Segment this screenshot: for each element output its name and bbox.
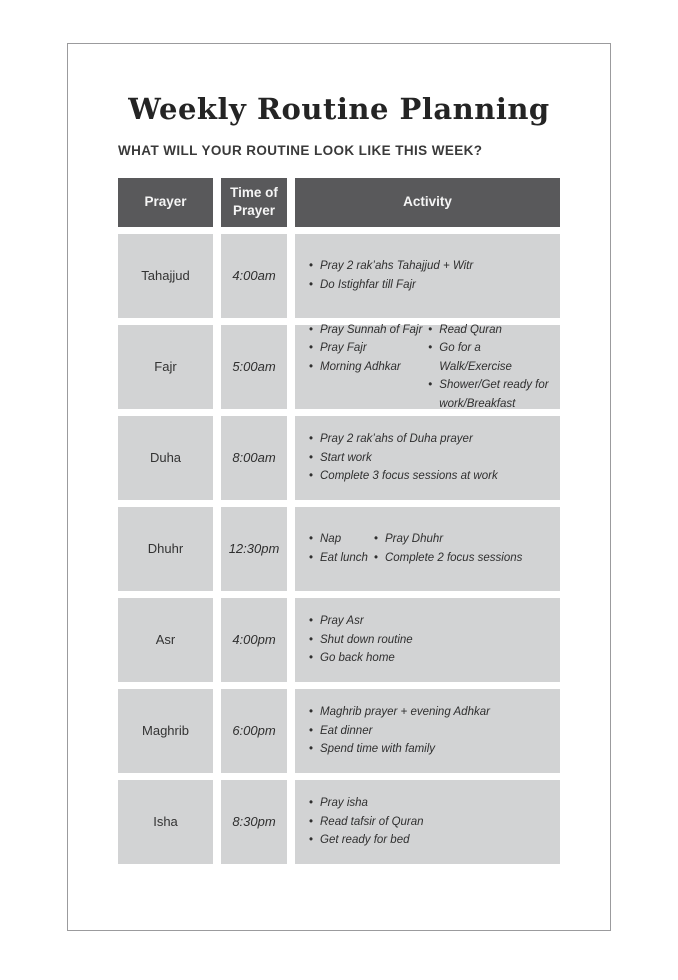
bullet-icon: • [309, 815, 314, 828]
activity-item [428, 376, 556, 413]
prayer-time-cell: 4:00pm [221, 598, 287, 682]
activity-cell [295, 689, 560, 773]
activity-item [309, 813, 424, 832]
activity-item [374, 530, 522, 549]
bullet-icon: • [428, 379, 433, 392]
activity-text: Go back home [320, 652, 395, 665]
activity-item [309, 722, 490, 741]
column-header-time-of-prayer: Time of Prayer [221, 178, 287, 227]
bullet-icon: • [309, 260, 314, 273]
activity-item [428, 339, 556, 376]
page-title: Weekly Routine Planning [128, 92, 550, 126]
activity-list [309, 430, 498, 486]
prayer-name-cell: Dhuhr [118, 507, 213, 591]
activity-item [309, 321, 422, 340]
prayer-name-cell: Fajr [118, 325, 213, 409]
bullet-icon: • [309, 724, 314, 737]
activity-cell [295, 234, 560, 318]
activity-item [309, 430, 498, 449]
activity-item [309, 612, 413, 631]
activity-text: Shower/Get ready for work/Breakfast [439, 379, 549, 410]
activity-text: Pray 2 rak’ahs Tahajjud + Witr [320, 260, 474, 273]
prayer-name-cell: Maghrib [118, 689, 213, 773]
activity-list [428, 321, 556, 414]
activity-columns [309, 612, 556, 668]
activity-item [309, 358, 422, 377]
activity-text: Maghrib prayer + evening Adhkar [320, 706, 490, 719]
activity-item [309, 649, 413, 668]
prayer-name-cell: Tahajjud [118, 234, 213, 318]
bullet-icon: • [428, 342, 433, 355]
activity-item [374, 549, 522, 568]
activity-text: Pray Fajr [320, 342, 367, 355]
activity-text: Eat lunch [320, 551, 368, 564]
activity-text: Morning Adhkar [320, 360, 401, 373]
column-header-prayer: Prayer [118, 178, 213, 227]
prayer-time-cell: 8:30pm [221, 780, 287, 864]
activity-columns [309, 257, 556, 294]
prayer-time-cell: 5:00am [221, 325, 287, 409]
activity-item [309, 449, 498, 468]
activity-item [309, 276, 473, 295]
activity-cell [295, 598, 560, 682]
bullet-icon: • [309, 706, 314, 719]
activity-columns [309, 794, 556, 850]
activity-columns [309, 530, 556, 567]
activity-item [309, 549, 368, 568]
activity-cell [295, 780, 560, 864]
bullet-icon: • [309, 533, 314, 546]
activity-text: Pray Sunnah of Fajr [320, 323, 423, 336]
activity-list [309, 703, 490, 759]
bullet-icon: • [309, 633, 314, 646]
activity-columns [309, 430, 556, 486]
page-subtitle: WHAT WILL YOUR ROUTINE LOOK LIKE THIS WEEK? [118, 142, 483, 158]
prayer-time-cell: 12:30pm [221, 507, 287, 591]
prayer-time-cell: 4:00am [221, 234, 287, 318]
activity-text: Start work [320, 451, 372, 464]
routine-table [118, 178, 560, 864]
activity-text: Pray isha [320, 797, 368, 810]
activity-item [309, 740, 490, 759]
bullet-icon: • [309, 797, 314, 810]
activity-text: Read Quran [439, 323, 502, 336]
bullet-icon: • [428, 323, 433, 336]
activity-list [309, 530, 368, 567]
activity-text: Complete 3 focus sessions at work [320, 470, 498, 483]
activity-text: Nap [320, 533, 342, 546]
activity-text: Shut down routine [320, 633, 413, 646]
bullet-icon: • [309, 451, 314, 464]
bullet-icon: • [309, 470, 314, 483]
bullet-icon: • [309, 360, 314, 373]
activity-text: Pray 2 rak’ahs of Duha prayer [320, 433, 473, 446]
activity-list [309, 612, 413, 668]
bullet-icon: • [309, 342, 314, 355]
bullet-icon: • [309, 278, 314, 291]
activity-cell [295, 416, 560, 500]
activity-text: Pray Dhuhr [384, 533, 444, 546]
activity-list [309, 321, 422, 414]
activity-item [428, 321, 556, 340]
activity-cell [295, 507, 560, 591]
activity-list [309, 794, 424, 850]
prayer-name-cell: Isha [118, 780, 213, 864]
bullet-icon: • [373, 551, 378, 564]
activity-item [309, 794, 424, 813]
bullet-icon: • [309, 743, 314, 756]
activity-text: Pray Asr [320, 615, 364, 628]
bullet-icon: • [309, 652, 314, 665]
prayer-time-cell: 8:00am [221, 416, 287, 500]
activity-item [309, 703, 490, 722]
activity-text: Read tafsir of Quran [320, 815, 424, 828]
activity-cell [295, 325, 560, 409]
activity-text: Spend time with family [320, 743, 436, 756]
activity-columns [309, 321, 556, 414]
activity-item [309, 339, 422, 358]
prayer-name-cell: Asr [118, 598, 213, 682]
bullet-icon: • [309, 615, 314, 628]
column-header-activity: Activity [295, 178, 560, 227]
activity-list [374, 530, 522, 567]
bullet-icon: • [373, 533, 378, 546]
prayer-time-cell: 6:00pm [221, 689, 287, 773]
activity-item [309, 530, 368, 549]
activity-item [309, 631, 413, 650]
activity-item [309, 467, 498, 486]
activity-item [309, 831, 424, 850]
activity-text: Eat dinner [320, 724, 373, 737]
activity-text: Go for a Walk/Exercise [439, 342, 512, 373]
bullet-icon: • [309, 433, 314, 446]
activity-columns [309, 703, 556, 759]
planner-page [67, 43, 611, 931]
activity-list [309, 257, 473, 294]
activity-item [309, 257, 473, 276]
bullet-icon: • [309, 323, 314, 336]
bullet-icon: • [309, 551, 314, 564]
prayer-name-cell: Duha [118, 416, 213, 500]
bullet-icon: • [309, 834, 314, 847]
activity-text: Do Istighfar till Fajr [320, 278, 416, 291]
activity-text: Get ready for bed [320, 834, 410, 847]
activity-text: Complete 2 focus sessions [384, 551, 523, 564]
